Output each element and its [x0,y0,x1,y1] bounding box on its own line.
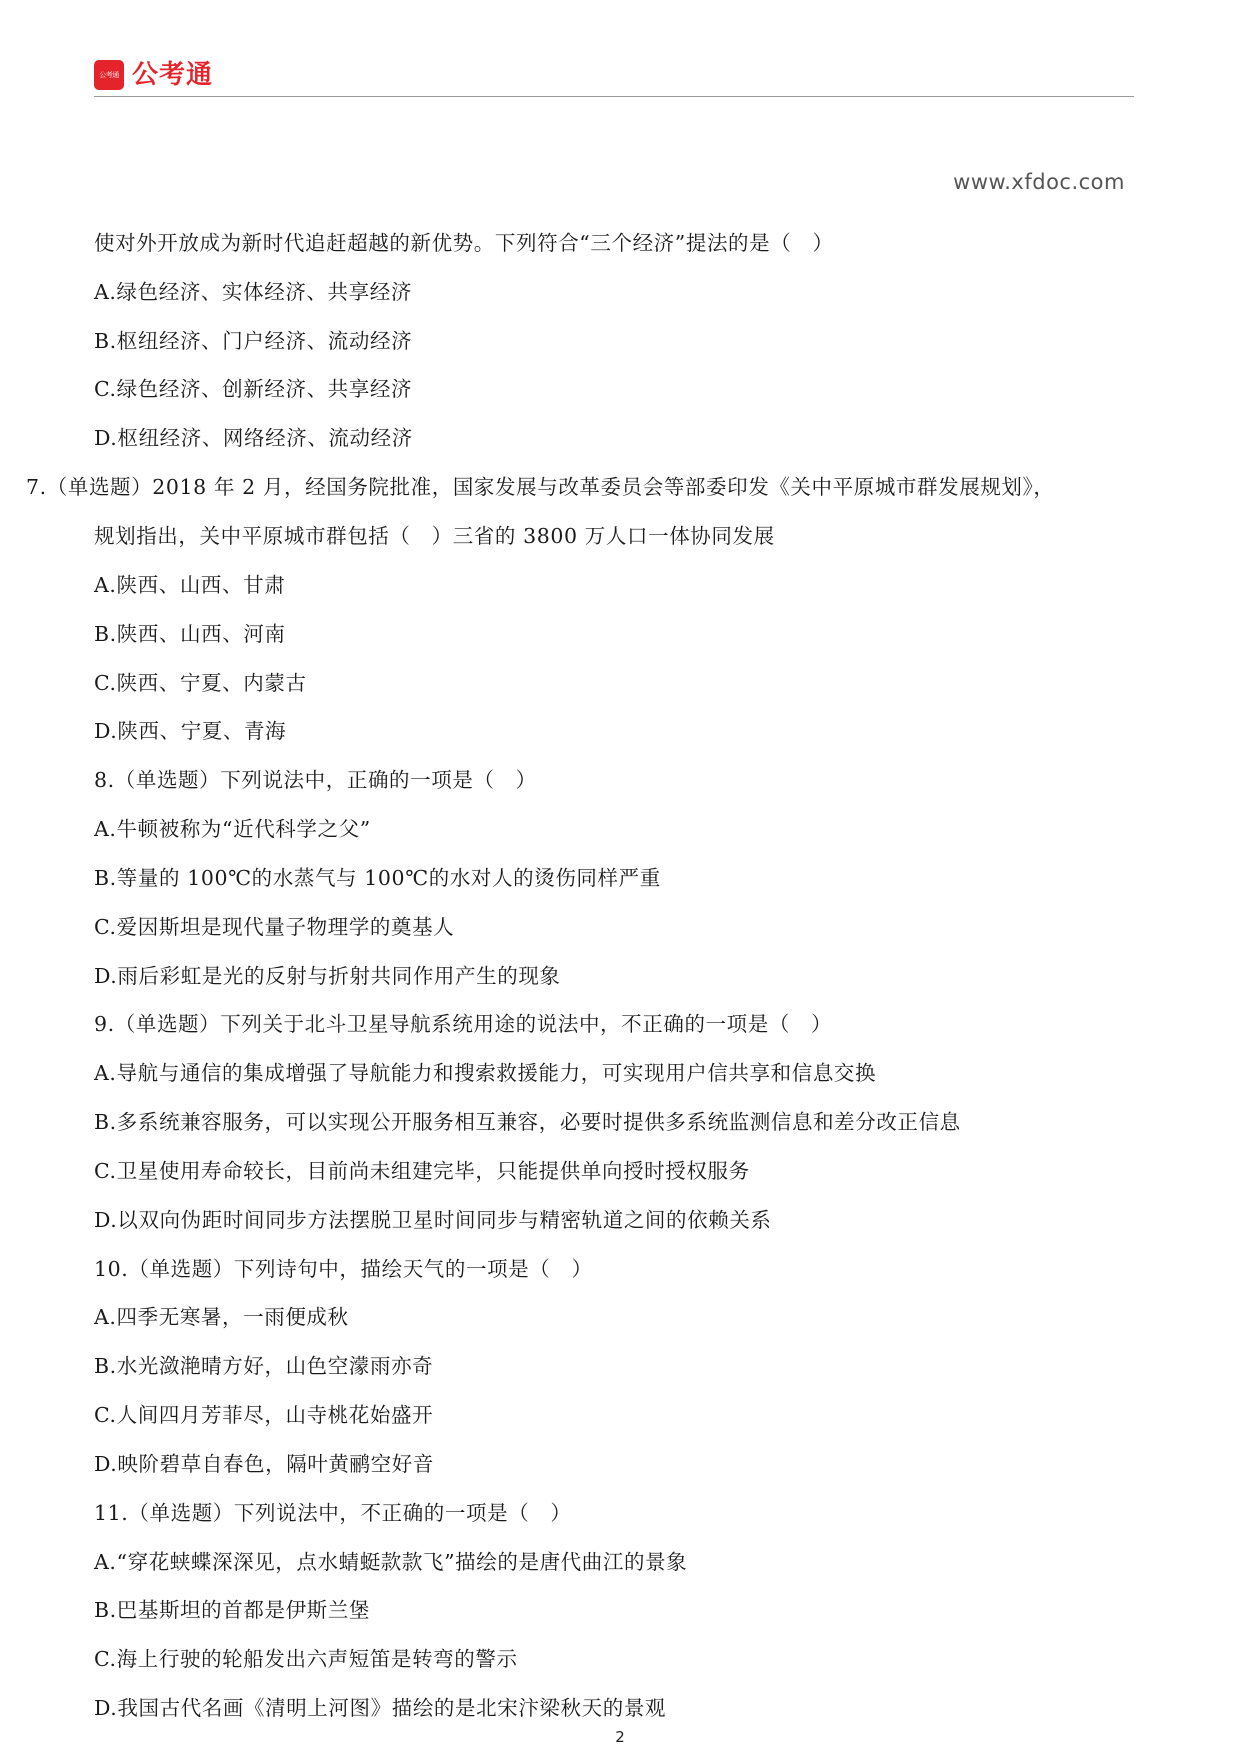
logo-text: 公考通 [132,60,214,90]
option-line: A.牛顿被称为“近代科学之父” [94,817,371,841]
header-divider [94,96,1134,97]
option-line: A.导航与通信的集成增强了导航能力和搜索救援能力，可实现用户信共享和信息交换 [94,1061,877,1085]
option-line: B.巴基斯坦的首都是伊斯兰堡 [94,1598,370,1622]
text-line: 规划指出，关中平原城市群包括（ ）三省的 3800 万人口一体协同发展 [94,524,775,548]
option-line: A.四季无寒暑，一雨便成秋 [94,1305,349,1329]
option-line: C.爱因斯坦是现代量子物理学的奠基人 [94,915,455,939]
option-line: B.等量的 100℃的水蒸气与 100℃的水对人的烫伤同样严重 [94,866,661,890]
option-line: A.陕西、山西、甘肃 [94,573,286,597]
question-line: 9.（单选题）下列关于北斗卫星导航系统用途的说法中，不正确的一项是（ ） [94,1012,833,1036]
option-line: C.人间四月芳菲尽，山寺桃花始盛开 [94,1403,434,1427]
option-line: B.水光潋滟晴方好，山色空濛雨亦奇 [94,1354,434,1378]
option-line: D.我国古代名画《清明上河图》描绘的是北宋汴梁秋天的景观 [94,1696,667,1720]
option-line: C.绿色经济、创新经济、共享经济 [94,377,413,401]
option-line: A.“穿花蛱蝶深深见，点水蜻蜓款款飞”描绘的是唐代曲江的景象 [94,1550,688,1574]
option-line: D.枢纽经济、网络经济、流动经济 [94,426,413,450]
question-line: 10.（单选题）下列诗句中，描绘天气的一项是（ ） [94,1257,593,1281]
option-line: D.陕西、宁夏、青海 [94,719,287,743]
option-line: C.海上行驶的轮船发出六声短笛是转弯的警示 [94,1647,518,1671]
option-line: B.陕西、山西、河南 [94,622,286,646]
question-line: 8.（单选题）下列说法中，正确的一项是（ ） [94,768,537,792]
page-number: 2 [615,1728,625,1746]
question-line: 11.（单选题）下列说法中，不正确的一项是（ ） [94,1501,572,1525]
question-line: 7.（单选题）2018 年 2 月，经国务院批准，国家发展与改革委员会等部委印发《关中平原城市群发展规划》， [26,475,1055,499]
option-line: C.卫星使用寿命较长，目前尚未组建完毕，只能提供单向授时授权服务 [94,1159,750,1183]
option-line: C.陕西、宁夏、内蒙古 [94,671,307,695]
option-line: D.映阶碧草自春色，隔叶黄鹂空好音 [94,1452,434,1476]
site-url: www.xfdoc.com [953,170,1125,194]
logo-badge: 公考通 [94,60,124,90]
option-line: D.雨后彩虹是光的反射与折射共同作用产生的现象 [94,964,561,988]
text-line: 使对外开放成为新时代追赶超越的新优势。下列符合“三个经济”提法的是（ ） [94,231,834,255]
option-line: A.绿色经济、实体经济、共享经济 [94,280,412,304]
option-line: D.以双向伪距时间同步方法摆脱卫星时间同步与精密轨道之间的依赖关系 [94,1208,772,1232]
page-header [94,56,1134,92]
option-line: B.多系统兼容服务，可以实现公开服务相互兼容，必要时提供多系统监测信息和差分改正信息 [94,1110,961,1134]
option-line: B.枢纽经济、门户经济、流动经济 [94,329,413,353]
